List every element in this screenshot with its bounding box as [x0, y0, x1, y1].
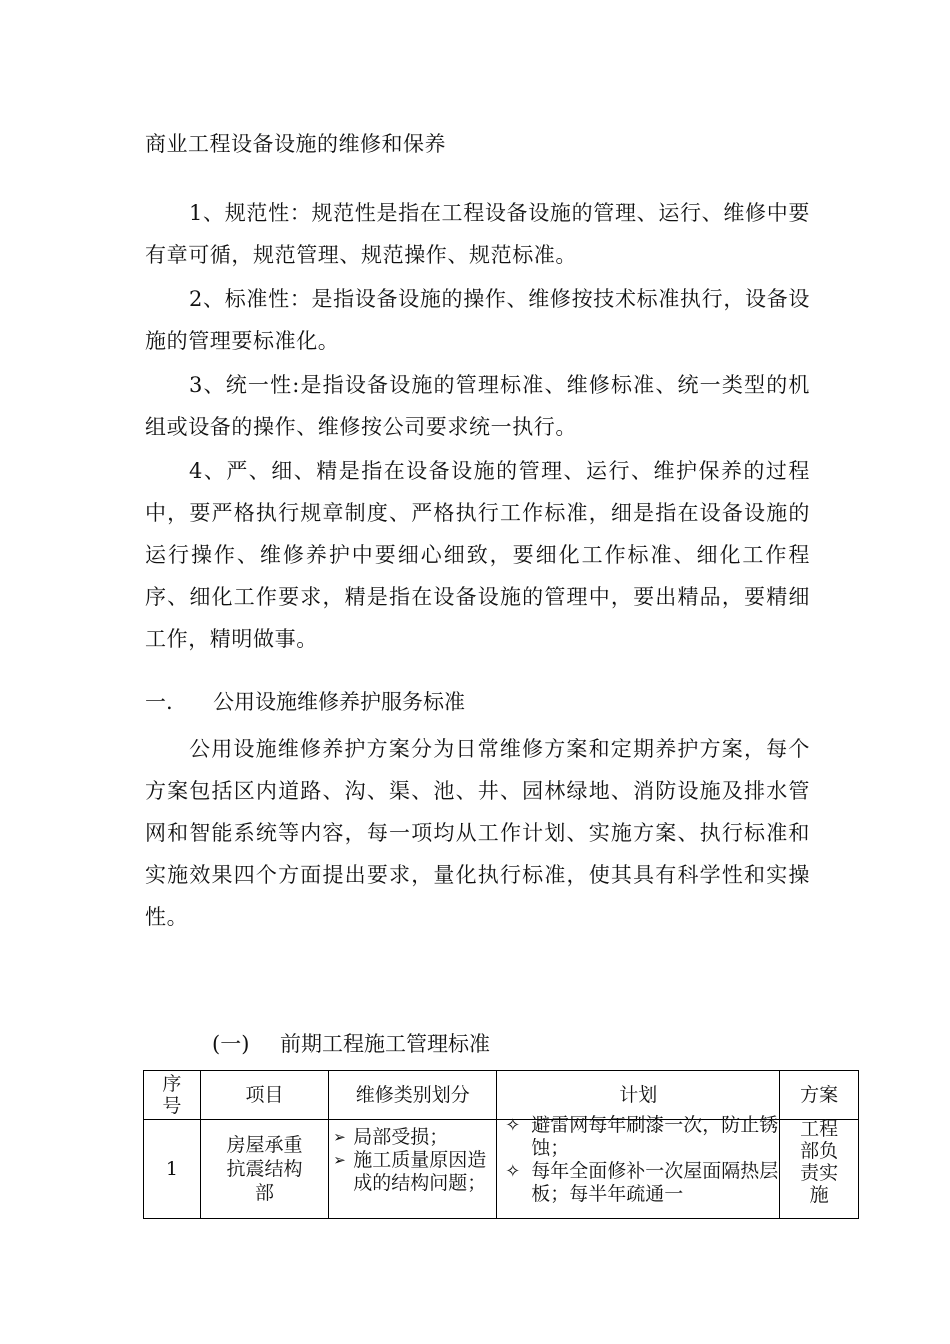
cell-no: 1	[144, 1120, 201, 1219]
section1-number: 一.	[145, 690, 173, 714]
cell-scheme: 工程部负责实施	[780, 1120, 859, 1219]
arrow-bullet-icon: ➢	[333, 1128, 346, 1146]
list-item: ➢ 局部受损；	[333, 1126, 449, 1148]
maintenance-standard-table	[143, 1070, 859, 1219]
cell-item: 房屋承重抗震结构部	[200, 1120, 329, 1219]
cell-type	[329, 1120, 497, 1219]
section1-heading	[145, 686, 465, 716]
paragraph-standardization: 1、规范性：规范性是指在工程设备设施的管理、运行、维修中要有章可循，规范管理、规范操作、规范标准。	[145, 201, 810, 267]
header-plan: 计划	[497, 1071, 780, 1120]
header-type: 维修类别划分	[329, 1071, 497, 1120]
document-title: 商业工程设备设施的维修和保养	[145, 132, 446, 156]
header-scheme: 方案	[780, 1071, 859, 1120]
header-item: 项目	[200, 1071, 329, 1120]
section2-heading	[212, 1028, 490, 1058]
paragraph-standardized: 2、标准性：是指设备设施的操作、维修按技术标准执行，设备设施的管理要标准化。	[145, 287, 810, 353]
section2-title: 前期工程施工管理标准	[280, 1032, 490, 1056]
list-item: ✧ 每年全面修补一次屋面隔热层板；每半年疏通一	[505, 1160, 779, 1205]
cell-plan	[497, 1114, 780, 1219]
section1-title: 公用设施维修养护服务标准	[213, 690, 465, 714]
section2-number: (一)	[212, 1032, 250, 1056]
diamond-bullet-icon: ✧	[505, 1161, 521, 1182]
paragraph-strict-fine-precise: 4、严、细、精是指在设备设施的管理、运行、维护保养的过程中，要严格执行规章制度、严格执行工作标准，细是指在设备设施的运行操作、维修养护中要细心细致，要细化工作标准、细化工作程序、细化工作要求，精是指在设备设施的管理中，要出精品，要精细工作，精明做事。	[145, 459, 810, 651]
diamond-bullet-icon: ✧	[505, 1115, 521, 1136]
paragraph-uniformity: 3、统一性:是指设备设施的管理标准、维修标准、统一类型的机组或设备的操作、维修按公司要求统一执行。	[145, 373, 810, 439]
header-no: 序号	[144, 1071, 201, 1120]
arrow-bullet-icon: ➢	[333, 1151, 346, 1169]
list-item: ➢ 施工质量原因造成的结构问题；	[333, 1149, 487, 1194]
table-row	[144, 1120, 859, 1219]
table-header-row	[144, 1071, 859, 1120]
section1-body: 公用设施维修养护方案分为日常维修方案和定期养护方案，每个方案包括区内道路、沟、渠、池、井、园林绿地、消防设施及排水管网和智能系统等内容，每一项均从工作计划、实施方案、执行标准和实施效果四个方面提出要求，量化执行标准，使其具有科学性和实操性。	[145, 737, 810, 929]
list-item: ✧ 避雷网每年刷漆一次，防止锈蚀；	[505, 1114, 779, 1159]
